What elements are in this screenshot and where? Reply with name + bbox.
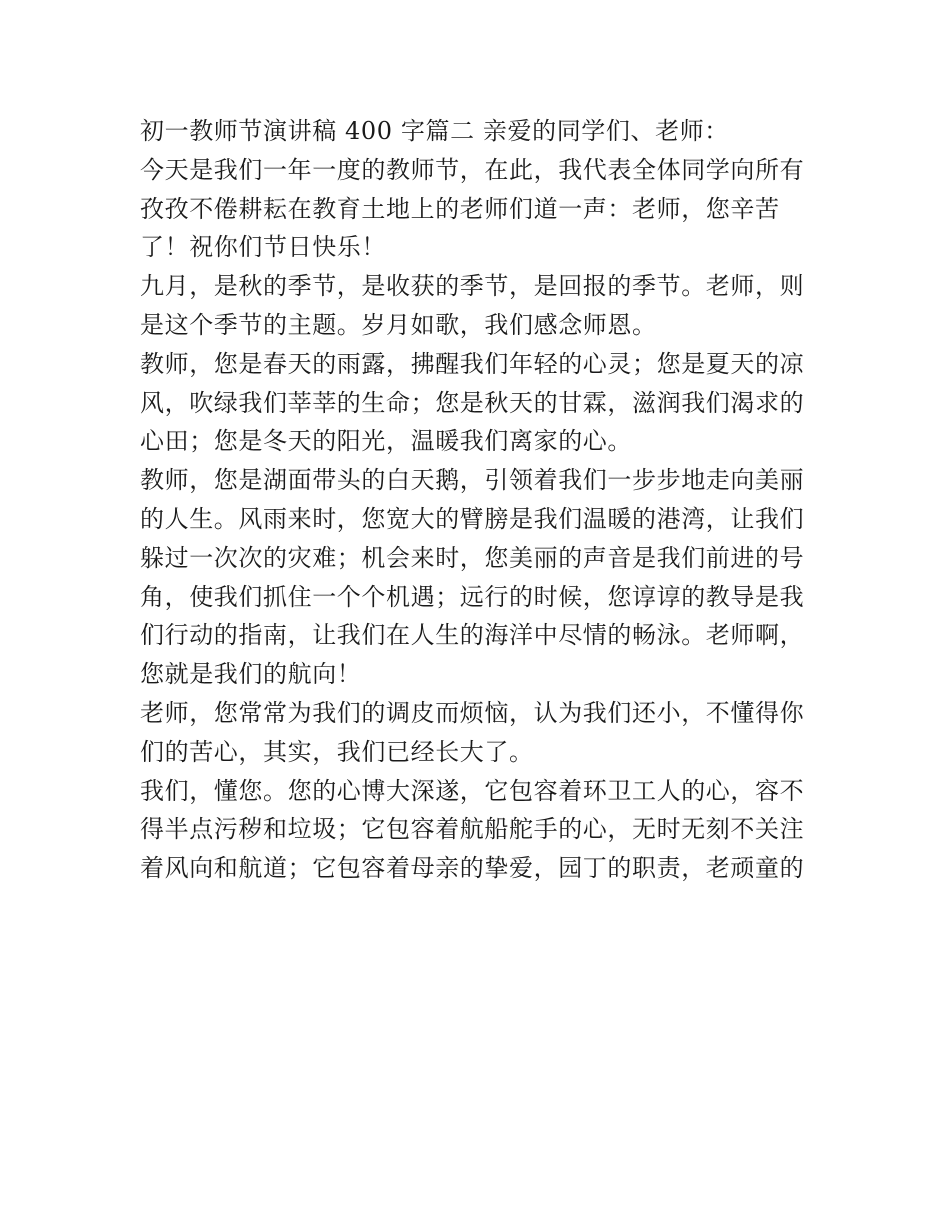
text-line: 躲过一次次的灾难；机会来时，您美丽的声音是我们前进的号 bbox=[140, 543, 805, 572]
text-line: 老师，您常常为我们的调皮而烦恼，认为我们还小，不懂得你 bbox=[140, 698, 805, 727]
speech-text bbox=[140, 112, 820, 888]
title-line: 初一教师节演讲稿 400 字篇二 亲爱的同学们、老师： bbox=[140, 117, 729, 145]
text-line: 的人生。风雨来时，您宽大的臂膀是我们温暖的港湾，让我们 bbox=[140, 504, 805, 533]
text-line: 教师，您是湖面带头的白天鹅，引领着我们一步步地走向美丽 bbox=[140, 466, 805, 495]
text-line: 了！祝你们节日快乐！ bbox=[140, 233, 386, 262]
text-line: 角，使我们抓住一个个机遇；远行的时候，您谆谆的教导是我 bbox=[140, 582, 805, 611]
text-line: 教师，您是春天的雨露，拂醒我们年轻的心灵；您是夏天的凉 bbox=[140, 349, 805, 378]
text-line: 九月，是秋的季节，是收获的季节，是回报的季节。老师，则 bbox=[140, 272, 805, 301]
text-line: 心田；您是冬天的阳光，温暖我们离家的心。 bbox=[140, 427, 632, 456]
text-line: 是这个季节的主题。岁月如歌，我们感念师恩。 bbox=[140, 310, 657, 339]
text-line: 得半点污秽和垃圾；它包容着航船舵手的心，无时无刻不关注 bbox=[140, 815, 805, 844]
text-line: 着风向和航道；它包容着母亲的挚爱，园丁的职责，老顽童的 bbox=[140, 854, 805, 883]
text-line: 今天是我们一年一度的教师节，在此，我代表全体同学向所有 bbox=[140, 155, 805, 184]
text-line: 我们，懂您。您的心博大深遂，它包容着环卫工人的心，容不 bbox=[140, 776, 805, 805]
text-line: 风，吹绿我们莘莘的生命；您是秋天的甘霖，滋润我们渴求的 bbox=[140, 388, 805, 417]
text-line: 您就是我们的航向！ bbox=[140, 660, 362, 689]
text-line: 们的苦心，其实，我们已经长大了。 bbox=[140, 737, 534, 766]
text-line: 孜孜不倦耕耘在教育土地上的老师们道一声：老师，您辛苦 bbox=[140, 194, 780, 223]
text-line: 们行动的指南，让我们在人生的海洋中尽情的畅泳。老师啊， bbox=[140, 621, 805, 650]
